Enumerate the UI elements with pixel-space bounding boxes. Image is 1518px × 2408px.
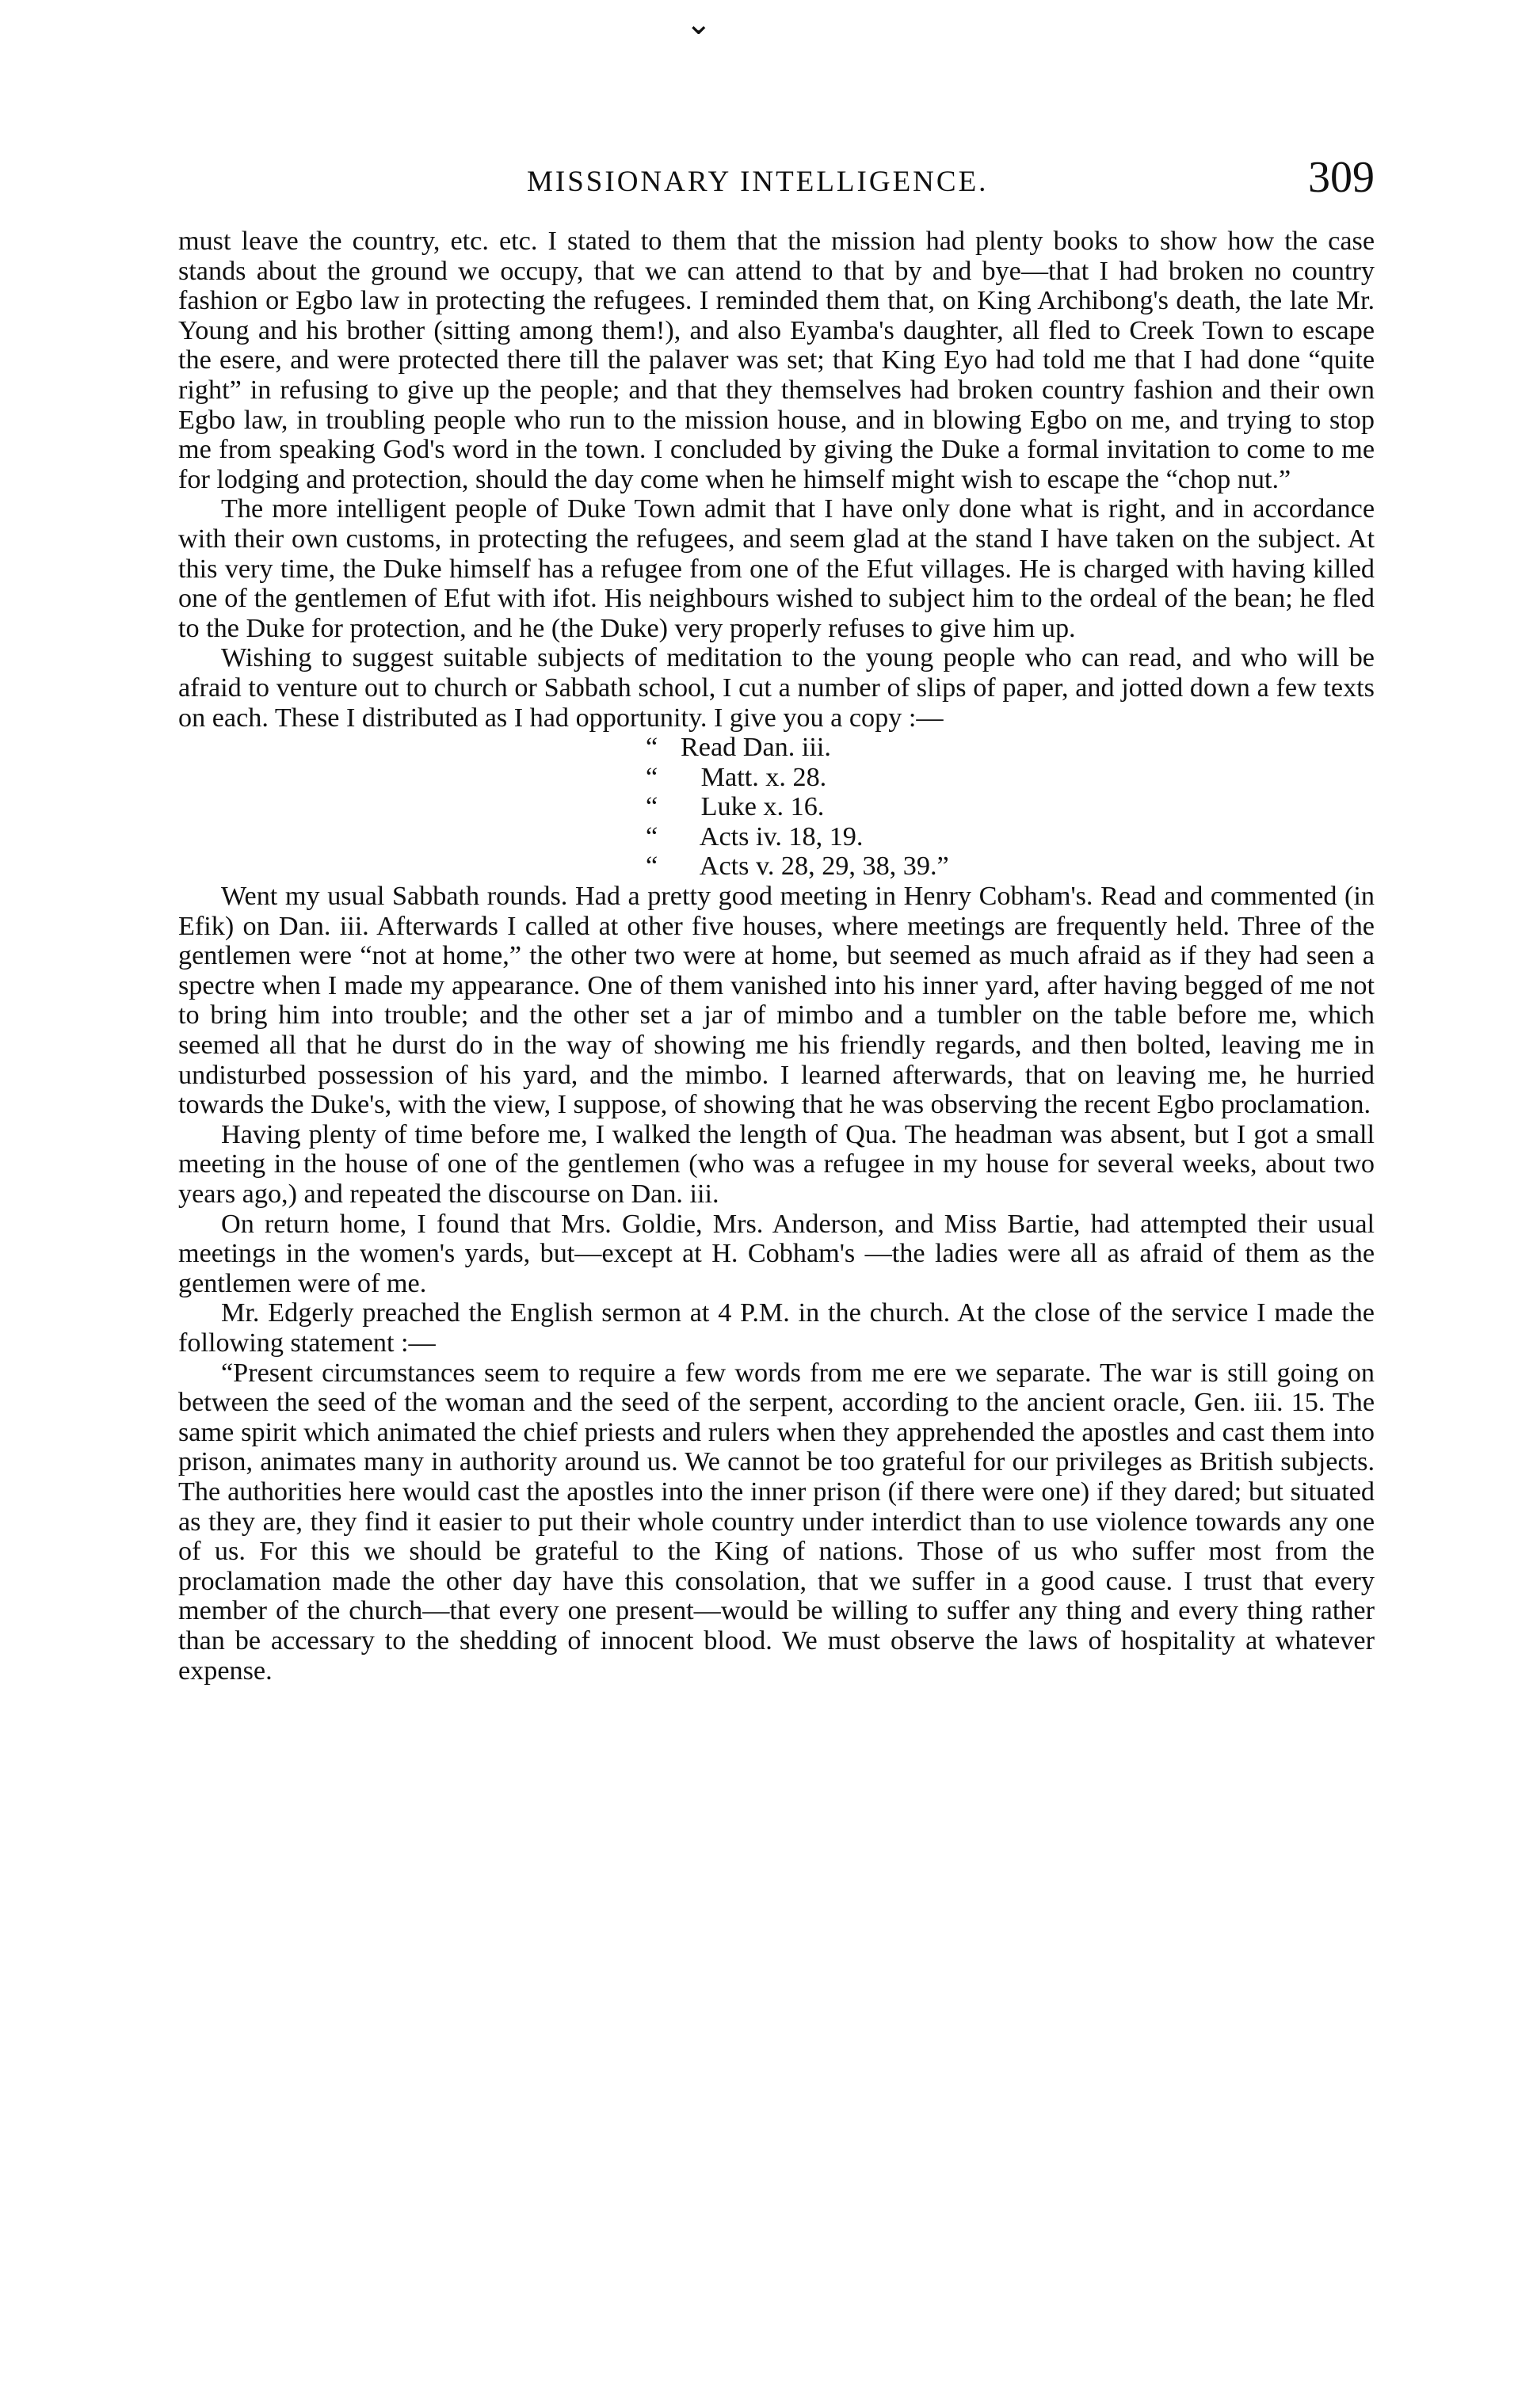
page-header	[178, 143, 1375, 206]
quote-mark: “	[646, 852, 658, 882]
scripture-reference	[178, 822, 1375, 852]
paragraph: Went my usual Sabbath rounds. Had a pretty good meeting in Henry Cobham's. Read and commented (in Efik) on Dan. iii. Afterwards I called at other five houses, where meetings are frequently held. Three of the gentlemen were “not at home,” the other two were at home, but seemed as much afraid as if they had seen a spectre when I made my appearance. One of them vanished into his inner yard, after having begged of me not to bring him into trouble; and the other set a jar of mimbo and a tumbler on the table before me, which seemed all that he durst do in the way of showing me his friendly regards, and then bolted, leaving me in undisturbed possession of his yard, and the mimbo. I learned afterwards, that on leaving me, he hurried towards the Duke's, with the view, I suppose, of showing that he was observing the recent Egbo proclamation.	[178, 882, 1375, 1120]
reference-text: Acts iv. 18, 19.	[681, 821, 864, 852]
paragraph: must leave the country, etc. etc. I stated to them that the mission had plenty books to show how the case stands about the ground we occupy, that we can attend to that by and bye—that I had broken no country fashion or Egbo law in protecting the refugees. I reminded them that, on King Archibong's death, the late Mr. Young and his brother (sitting among them!), and also Eyamba's daughter, all fled to Creek Town to escape the esere, and were protected there till the palaver was set; that King Eyo had told me that I had done “quite right” in refusing to give up the people; and that they themselves had broken country fashion and their own Egbo law, in troubling people who run to the mission house, and in blowing Egbo on me, and trying to stop me from speaking God's word in the town. I concluded by giving the Duke a formal invitation to come to me for lodging and protection, should the day come when he himself might wish to escape the “chop nut.”	[178, 227, 1375, 494]
reference-text: Read Dan. iii.	[681, 733, 831, 763]
quote-mark: “	[646, 733, 658, 763]
quote-mark: “	[646, 821, 658, 852]
reference-text: Acts v. 28, 29, 38, 39.”	[681, 852, 949, 882]
paragraph: “Present circumstances seem to require a few words from me ere we separate. The war is still going on between the seed of the woman and the seed of the serpent, according to the ancient oracle, Gen. iii. 15. The same spirit which animated the chief priests and rulers when they apprehended the apostles and cast them into prison, animates many in authority around us. We cannot be too grateful for our privileges as British subjects. The authorities here would cast the apostles into the inner prison (if there were one) if they dared; but situated as they are, they find it easier to put their whole country under interdict than to use violence towards any one of us. For this we should be grateful to the King of nations. Those of us who suffer most from the proclamation made the other day have this consolation, that we suffer in a good cause. I trust that every member of the church—that every one present—would be willing to suffer any thing and every thing rather than be accessary to the shedding of innocent blood. We must observe the laws of hospitality at whatever expense.	[178, 1358, 1375, 1686]
article-body	[178, 227, 1375, 1686]
reference-text: Matt. x. 28.	[681, 762, 827, 792]
running-title: MISSIONARY INTELLIGENCE.	[527, 166, 989, 198]
scripture-text-list	[178, 733, 1375, 882]
quote-mark: “	[646, 762, 658, 792]
paragraph: Wishing to suggest suitable subjects of meditation to the young people who can read, and who will be afraid to venture out to church or Sabbath school, I cut a number of slips of paper, and jotted down a few texts on each. These I distributed as I had opportunity. I give you a copy :—	[178, 643, 1375, 733]
page-number: 309	[1308, 153, 1375, 202]
paragraph: On return home, I found that Mrs. Goldie, Mrs. Anderson, and Miss Bartie, had attempted their usual meetings in the women's yards, but—except at H. Cobham's —the ladies were all as afraid of them as the gentlemen were of me.	[178, 1209, 1375, 1298]
scripture-reference	[178, 792, 1375, 822]
top-printer-mark: ⌄	[685, 6, 712, 41]
scripture-reference	[178, 763, 1375, 793]
paragraph: The more intelligent people of Duke Town admit that I have only done what is right, and in accordance with their own customs, in protecting the refugees, and seem glad at the stand I have taken on the subject. At this very time, the Duke himself has a refugee from one of the Efut villages. He is charged with having killed one of the gentlemen of Efut with ifot. His neighbours wished to subject him to the ordeal of the bean; he fled to the Duke for protection, and he (the Duke) very properly refuses to give him up.	[178, 494, 1375, 643]
reference-text: Luke x. 16.	[681, 792, 825, 822]
scripture-reference	[178, 733, 1375, 763]
scripture-reference	[178, 852, 1375, 882]
paragraph: Having plenty of time before me, I walked the length of Qua. The headman was absent, but I got a small meeting in the house of one of the gentlemen (who was a refugee in my house for several weeks, about two years ago,) and repeated the discourse on Dan. iii.	[178, 1119, 1375, 1209]
paragraph: Mr. Edgerly preached the English sermon at 4 P.M. in the church. At the close of the service I made the following statement :—	[178, 1298, 1375, 1358]
quote-mark: “	[646, 792, 658, 822]
